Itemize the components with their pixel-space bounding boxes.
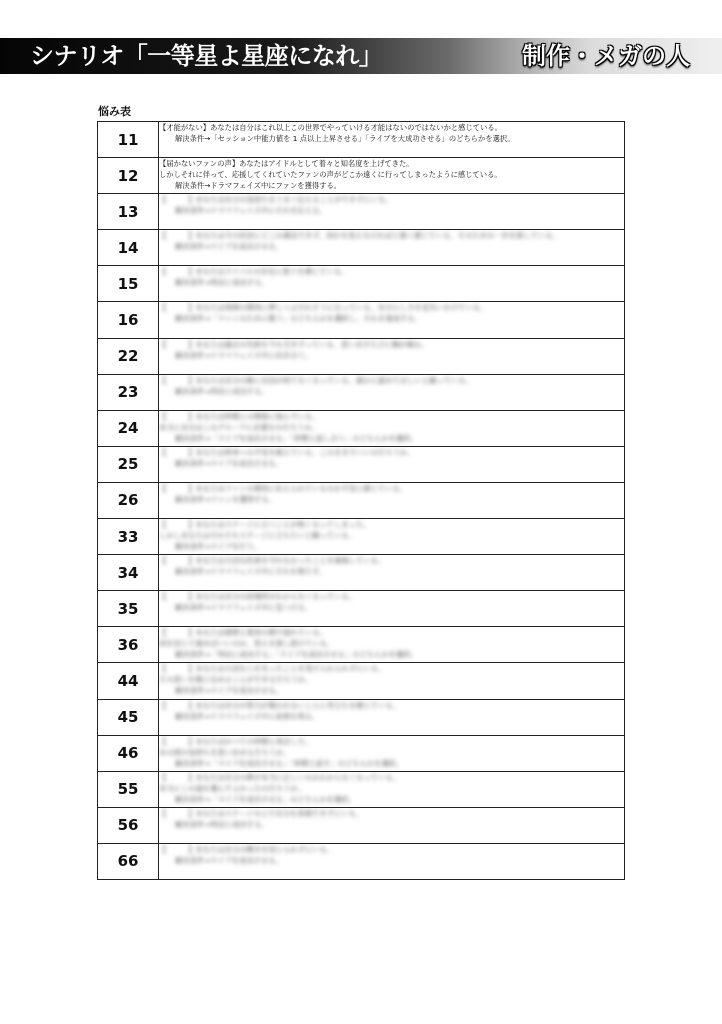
worry-description bbox=[159, 194, 625, 230]
resolution-condition: 解決条件→ドラマフェイズ中にファンを獲得する。 bbox=[175, 181, 342, 191]
table-row bbox=[98, 194, 625, 230]
description-line: 【 】あなたはかつての仲間と再会した。 bbox=[159, 736, 313, 746]
description-line: 【 】あなたは自分の輝きを信じられずにいる。 bbox=[159, 844, 335, 854]
worry-description bbox=[159, 771, 625, 807]
resolution-condition: 解決条件→ドラマフェイズ中にそれを果たす。 bbox=[175, 567, 327, 577]
resolution-condition: 解決条件→「ライブを成功させる」のどちらかを選択。 bbox=[175, 794, 356, 804]
table-row bbox=[98, 266, 625, 302]
resolution-condition: 解決条件→判定に成功する。 bbox=[175, 386, 269, 396]
description-line: 【 】あなたは今の状況にどこか満足できず、何かを変えなければと強く感じている。そのための一歩を探している。 bbox=[159, 231, 560, 241]
worry-description bbox=[159, 663, 625, 699]
description-line: 【 】あなたは理想と現実の間で揺れている。 bbox=[159, 628, 327, 638]
resolution-condition: 解決条件→判定に成功する。 bbox=[175, 278, 269, 288]
worry-description bbox=[159, 591, 625, 627]
worry-number: 22 bbox=[98, 338, 159, 374]
resolution-condition: 解決条件→「ファンのために歌う」のどちらかを選択し、それを達成する。 bbox=[175, 314, 422, 324]
table-row bbox=[98, 446, 625, 482]
worry-number: 36 bbox=[98, 627, 159, 663]
resolution-condition: 解決条件→ライブを行う。 bbox=[175, 542, 261, 552]
resolution-condition: 解決条件→「ライブを成功させる」「仲間と話す」のどちらかを選択。 bbox=[175, 758, 404, 768]
table-row bbox=[98, 699, 625, 735]
table-row bbox=[98, 410, 625, 446]
resolution-condition: 解決条件→「判定に成功する」「ライブを成功させる」のどちらかを選択。 bbox=[175, 650, 418, 660]
worry-description bbox=[159, 519, 625, 555]
worry-description bbox=[159, 230, 625, 266]
worry-number: 25 bbox=[98, 446, 159, 482]
resolution-condition: 解決条件→ライブを成功させる。 bbox=[175, 686, 283, 696]
worry-number: 44 bbox=[98, 663, 159, 699]
description-line: しかしあなたはそれでもステージに立ちたいと願っている。 bbox=[159, 531, 356, 541]
worry-number: 24 bbox=[98, 410, 159, 446]
resolution-condition: 解決条件→ライブを成功させる。 bbox=[175, 458, 283, 468]
worry-number: 23 bbox=[98, 374, 159, 410]
resolution-condition: 解決条件→ドラマフェイズ中に成果を得る。 bbox=[175, 711, 320, 721]
worry-description bbox=[159, 302, 625, 338]
worry-number: 13 bbox=[98, 194, 159, 230]
table-caption: 悩み表 bbox=[98, 105, 131, 118]
resolution-condition: 解決条件→「ライブを成功させる」「仲間と話し合う」のどちらかを選択。 bbox=[175, 433, 418, 443]
table-row bbox=[98, 555, 625, 591]
worry-number: 35 bbox=[98, 591, 159, 627]
table-row bbox=[98, 122, 625, 158]
worry-number: 16 bbox=[98, 302, 159, 338]
worry-description bbox=[159, 266, 625, 302]
worry-description bbox=[159, 446, 625, 482]
table-row bbox=[98, 807, 625, 843]
worry-table-body bbox=[98, 122, 625, 880]
table-row bbox=[98, 627, 625, 663]
description-line: 何を信じて進めばいいのか、答えを探し続けている。 bbox=[159, 639, 335, 649]
worry-number: 33 bbox=[98, 519, 159, 555]
worry-number: 12 bbox=[98, 158, 159, 194]
author-credit: 制作・メガの人 bbox=[522, 42, 690, 70]
resolution-condition: 解決条件→ライブを成功させる。 bbox=[175, 855, 283, 865]
worry-description bbox=[159, 338, 625, 374]
description-line: 【 】あなたは将来への不安を抱えている。このままでいいのだろうか。 bbox=[159, 447, 415, 457]
table-row bbox=[98, 230, 625, 266]
resolution-condition: 解決条件→ライブを成功させる。 bbox=[175, 242, 283, 252]
description-line: 【 】あなたはステージに立つことが怖くなってしまった。 bbox=[159, 520, 371, 530]
description-line: 【才能がない】あなたは自分はこれ以上この世界でやっていける才能はないのではないかと感じている。 bbox=[159, 123, 502, 132]
worry-description bbox=[159, 843, 625, 879]
description-line: 本当にこの道を選んでよかったのだろうか。 bbox=[159, 783, 305, 793]
resolution-condition: 解決条件→ドラマフェイズ中に向き合う。 bbox=[175, 350, 313, 360]
description-line: 本当に自分はこのグループに必要なのだろうか。 bbox=[159, 422, 319, 432]
worry-number: 56 bbox=[98, 807, 159, 843]
worry-number: 66 bbox=[98, 843, 159, 879]
resolution-condition: 解決条件→ドラマフェイズ中に見つける。 bbox=[175, 603, 313, 613]
worry-number: 46 bbox=[98, 735, 159, 771]
worry-number: 11 bbox=[98, 122, 159, 158]
table-row bbox=[98, 591, 625, 627]
worry-description bbox=[159, 122, 625, 158]
worry-description bbox=[159, 699, 625, 735]
table-row bbox=[98, 735, 625, 771]
worry-description bbox=[159, 807, 625, 843]
description-line: 【 】あなたは大切な人を失ったことを受け入れられずにいる。 bbox=[159, 664, 386, 674]
table-row bbox=[98, 338, 625, 374]
worry-number: 45 bbox=[98, 699, 159, 735]
worry-description bbox=[159, 158, 625, 194]
scenario-title: シナリオ「一等星よ星座になれ」 bbox=[30, 42, 383, 70]
table-row bbox=[98, 482, 625, 518]
worry-number: 15 bbox=[98, 266, 159, 302]
description-line: 【 】あなたは周囲の期待に押しつぶされそうになっている。自分らしさを見失いかけている。 bbox=[159, 303, 488, 313]
worry-description bbox=[159, 735, 625, 771]
description-line: 【 】あなたは仲間との関係に悩んでいる。 bbox=[159, 411, 320, 421]
table-row bbox=[98, 843, 625, 879]
worry-table bbox=[97, 121, 625, 880]
description-line: 【 】あなたは自分の気持ちをうまく伝えることができずにいる。 bbox=[159, 195, 393, 205]
table-row bbox=[98, 158, 625, 194]
worry-number: 34 bbox=[98, 555, 159, 591]
table-row bbox=[98, 519, 625, 555]
worry-number: 14 bbox=[98, 230, 159, 266]
worry-number: 55 bbox=[98, 771, 159, 807]
table-row bbox=[98, 663, 625, 699]
description-line: 【 】あなたはファンの期待に応えられているのか不安に感じている。 bbox=[159, 483, 407, 493]
description-line: 【 】あなたはステージの上で自分を表現できずにいる。 bbox=[159, 808, 364, 818]
worry-number: 26 bbox=[98, 482, 159, 518]
page-header-band bbox=[0, 38, 722, 74]
resolution-condition: 解決条件→ドラマフェイズ中にそれを伝える。 bbox=[175, 206, 327, 216]
worry-description bbox=[159, 555, 625, 591]
description-line: 【 】あなたは自分の夢が本当に正しいのかわからなくなっている。 bbox=[159, 772, 400, 782]
description-line: 【 】あなたは自分の努力が報われないことに苛立ちを感じている。 bbox=[159, 700, 400, 710]
worry-description bbox=[159, 482, 625, 518]
worry-description bbox=[159, 410, 625, 446]
resolution-condition: 解決条件→ファンを獲得する。 bbox=[175, 494, 276, 504]
description-line: あの頃の気持ちを思い出せるだろうか。 bbox=[159, 747, 291, 757]
worry-description bbox=[159, 374, 625, 410]
description-line: その思いを歌に込めることができるだろうか。 bbox=[159, 675, 313, 685]
worry-description bbox=[159, 627, 625, 663]
description-line: 【届かないファンの声】あなたはアイドルとして着々と知名度を上げてきた。 bbox=[159, 159, 414, 169]
table-row bbox=[98, 302, 625, 338]
description-line: 【 】あなたは過去の失敗を今も引きずっている。思い出すたびに胸が痛む。 bbox=[159, 339, 429, 349]
resolution-condition: 解決条件→「セッション中能力値を 1 点以上上昇させる」「ライブを大成功させる」のどちらかを選択。 bbox=[175, 134, 515, 143]
resolution-condition: 解決条件→判定に成功する。 bbox=[175, 819, 269, 829]
description-line: 【 】あなたは自分の居場所がわからなくなっている。 bbox=[159, 592, 357, 602]
table-row bbox=[98, 374, 625, 410]
description-line: 【 】あなたは大切な約束を守れなかったことを後悔している。 bbox=[159, 556, 386, 566]
description-line: しかしそれに伴って、応援してくれていたファンの声がどこか遠くに行ってしまったように感じている。 bbox=[159, 170, 502, 180]
description-line: 【 】あなたは自分の歌に自信が持てなくなっている。誰かに認めてほしいと願っている。 bbox=[159, 375, 473, 385]
description-line: 【 】あなたはライバルの存在に焦りを感じている。 bbox=[159, 267, 349, 277]
table-row bbox=[98, 771, 625, 807]
